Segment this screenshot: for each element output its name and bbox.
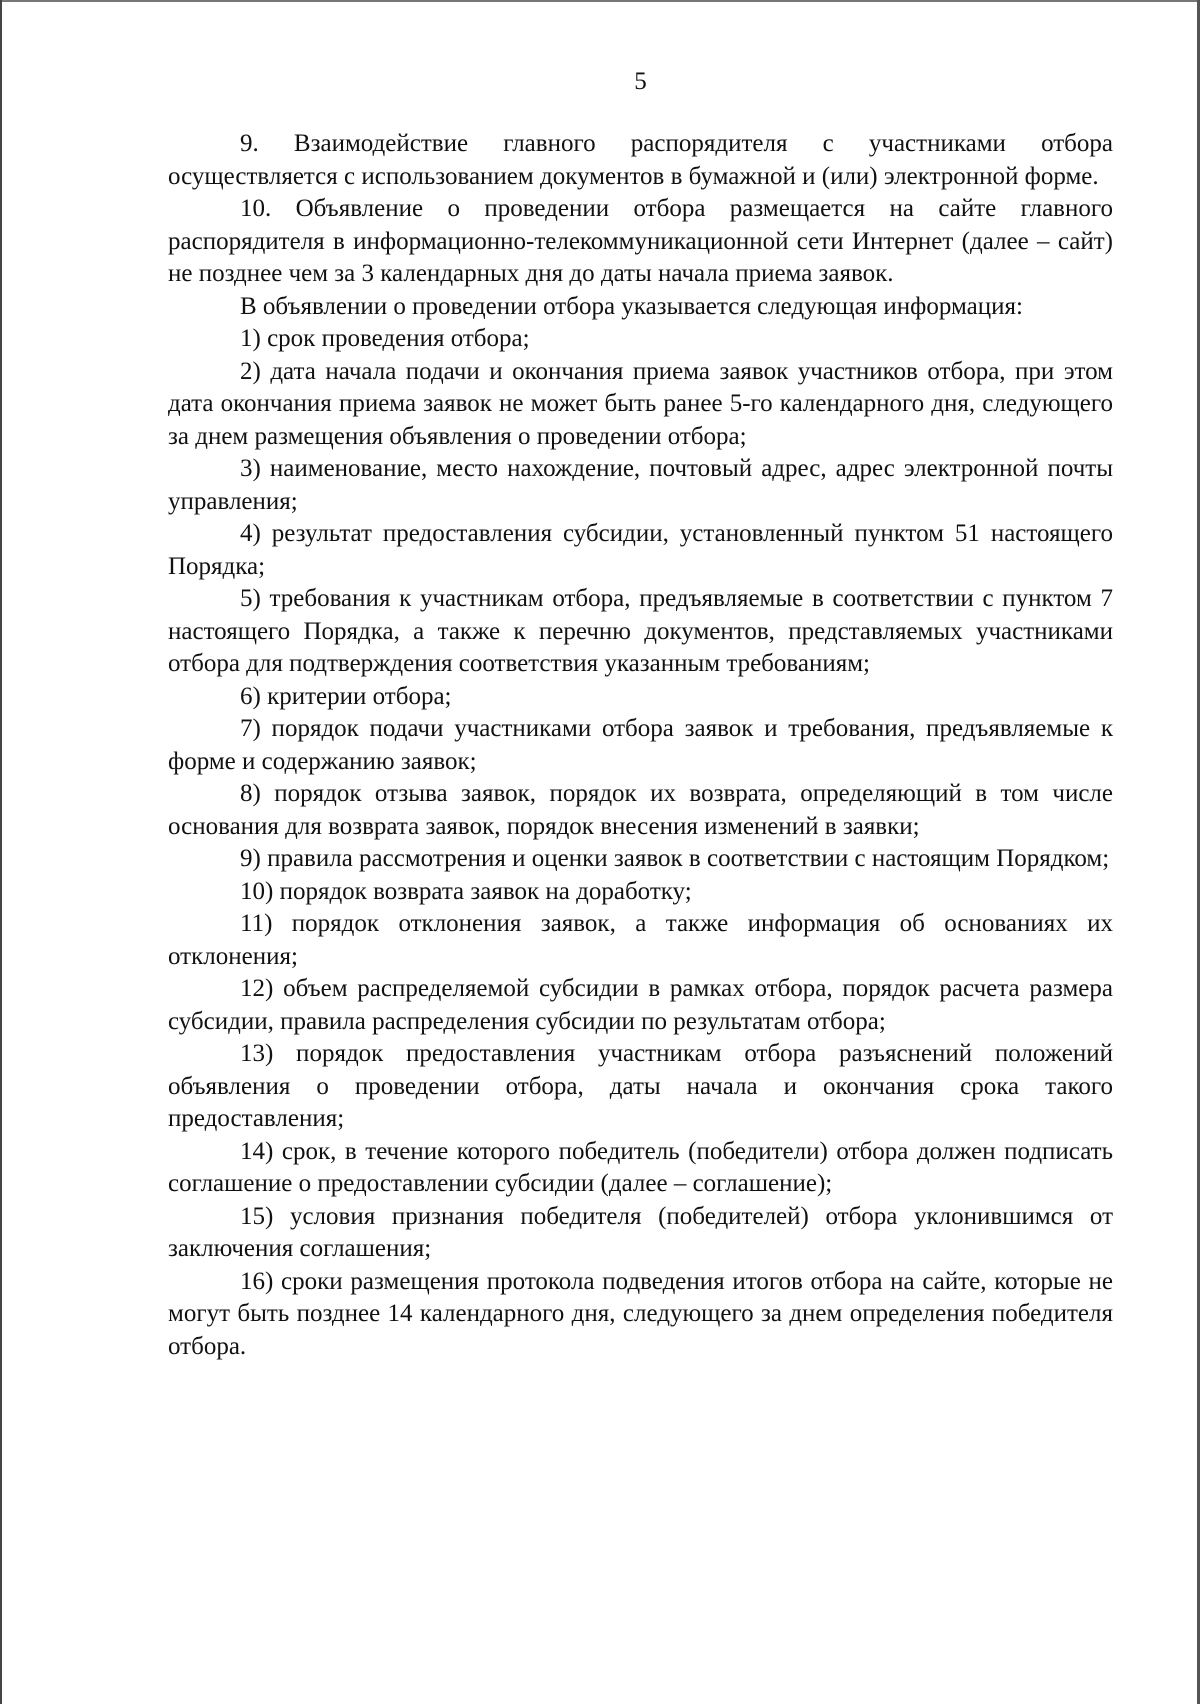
list-item-7: 7) порядок подачи участниками отбора заявок и требования, предъявляемые к форме и содержанию заявок;: [168, 715, 1113, 775]
paragraph-announcement-intro: В объявлении о проведении отбора указывается следующая информация:: [240, 292, 1023, 320]
list-item-15: 15) условия признания победителя (победителей) отбора уклонившимся от заключения соглашения;: [168, 1202, 1113, 1262]
list-item-6: 6) критерии отбора;: [240, 682, 452, 710]
list-item-12: 12) объем распределяемой субсидии в рамках отбора, порядок расчета размера субсидии, правила распределения субсидии по результатам отбора;: [168, 975, 1113, 1035]
scan-edge-left: [0, 0, 2, 1704]
page-number: 5: [634, 68, 647, 95]
list-item-4: 4) результат предоставления субсидии, установленный пунктом 51 настоящего Порядка;: [168, 520, 1113, 580]
list-item-2: 2) дата начала подачи и окончания приема заявок участников отбора, при этом дата окончания приема заявок не может быть ранее 5-го календарного дня, следующего за днем размещения объявления о проведении отбора;: [168, 357, 1113, 450]
document-page: [168, 66, 1113, 1363]
paragraph-9: 9. Взаимодействие главного распорядителя с участниками отбора осуществляется с использованием документов в бумажной и (или) электронной форме.: [168, 130, 1113, 190]
list-item-1: 1) срок проведения отбора;: [240, 325, 530, 352]
list-item-11: 11) порядок отклонения заявок, а также информация об основаниях их отклонения;: [168, 910, 1113, 970]
paragraph-10: 10. Объявление о проведении отбора размещается на сайте главного распорядителя в информационно-телекоммуникационной сети Интернет (далее – сайт) не позднее чем за 3 календарных дня до даты начала приема заявок.: [168, 195, 1113, 287]
scan-edge-top: [0, 0, 1200, 2]
list-item-3: 3) наименование, место нахождение, почтовый адрес, адрес электронной почты управления;: [168, 455, 1113, 515]
list-item-13: 13) порядок предоставления участникам отбора разъяснений положений объявления о проведении отбора, даты начала и окончания срока такого предоставления;: [168, 1040, 1113, 1132]
list-item-5: 5) требования к участникам отбора, предъявляемые в соответствии с пунктом 7 настоящего Порядка, а также к перечню документов, представляемых участниками отбора для подтверждения соответствия указанным требованиям;: [168, 585, 1113, 677]
list-item-16: 16) сроки размещения протокола подведения итогов отбора на сайте, которые не могут быть позднее 14 календарного дня, следующего за днем определения победителя отбора.: [168, 1267, 1113, 1360]
list-item-10: 10) порядок возврата заявок на доработку;: [240, 877, 692, 905]
list-item-14: 14) срок, в течение которого победитель (победители) отбора должен подписать соглашение о предоставлении субсидии (далее – соглашение);: [168, 1137, 1113, 1197]
list-item-9: 9) правила рассмотрения и оценки заявок в соответствии с настоящим Порядком;: [240, 845, 1110, 872]
list-item-8: 8) порядок отзыва заявок, порядок их возврата, определяющий в том числе основания для возврата заявок, порядок внесения изменений в заявки;: [168, 780, 1113, 840]
